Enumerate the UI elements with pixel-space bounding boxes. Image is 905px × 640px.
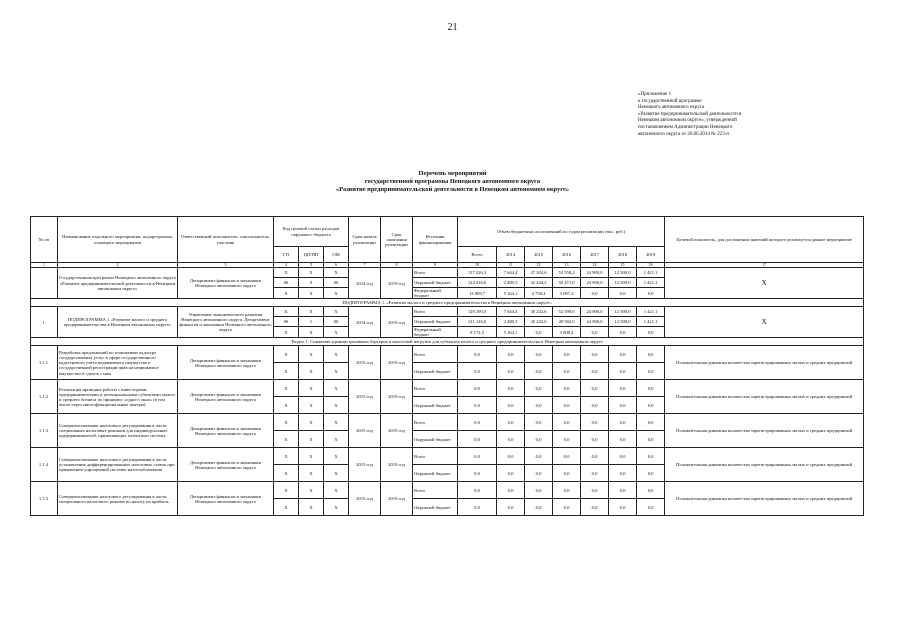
amount-cell: 0,0 bbox=[525, 327, 553, 338]
end-year: 2019 год bbox=[381, 268, 413, 299]
header-name: Наименование отдельного мероприятия, подпрограммы, основного мероприятия bbox=[58, 217, 178, 263]
executor-name: Департамент финансов и экономики Ненецкого автономного округа bbox=[178, 380, 274, 414]
amount-cell: 0,0 bbox=[609, 288, 637, 299]
amount-cell: 0,0 bbox=[553, 414, 581, 431]
start-year: 2015 год bbox=[349, 482, 381, 516]
code-gp: 06 bbox=[274, 317, 299, 327]
appendix-line: к государственной программе bbox=[638, 98, 702, 104]
amount-cell: 0,0 bbox=[553, 397, 581, 414]
amount-cell: 0,0 bbox=[637, 346, 665, 363]
amount-cell: 0,0 bbox=[497, 431, 525, 448]
row-number: 1. bbox=[31, 307, 58, 338]
table-row bbox=[31, 380, 864, 397]
amount-cell: 0,0 bbox=[525, 363, 553, 380]
amount-cell: 0,0 bbox=[609, 414, 637, 431]
amount-cell: 0,0 bbox=[458, 465, 497, 482]
header-code-group: Код целевой статьи расходов окружного бюджета bbox=[274, 217, 349, 247]
amount-cell: 124 216,6 bbox=[458, 278, 497, 288]
amount-cell: 24 900,0 bbox=[581, 307, 609, 317]
funding-source: Окружной бюджет bbox=[413, 278, 458, 288]
amount-cell: 0,0 bbox=[497, 397, 525, 414]
column-number-cell: 2 bbox=[58, 263, 178, 268]
code-cp: Х bbox=[299, 346, 324, 363]
column-number-cell: 7 bbox=[349, 263, 381, 268]
appendix-note bbox=[638, 92, 868, 138]
target-indicator: Х bbox=[665, 307, 864, 338]
funding-source: Всего bbox=[413, 346, 458, 363]
funding-source: Окружной бюджет bbox=[413, 317, 458, 327]
amount-cell: 0,0 bbox=[458, 431, 497, 448]
amount-cell: 0,0 bbox=[637, 397, 665, 414]
code-om: Х bbox=[324, 327, 349, 338]
document-heading bbox=[0, 170, 905, 193]
appendix-line: автономного округа от 26.06.2014 № 223-п bbox=[638, 131, 730, 137]
start-year: 2014 год bbox=[349, 268, 381, 299]
amount-cell: 0,0 bbox=[609, 499, 637, 516]
appendix-line: постановлением Администрации Ненецкого bbox=[638, 124, 733, 130]
amount-cell: 0,0 bbox=[581, 499, 609, 516]
amount-cell: 0,0 bbox=[525, 346, 553, 363]
amount-cell: 137 226,3 bbox=[458, 268, 497, 278]
amount-cell: 0,0 bbox=[637, 363, 665, 380]
amount-cell: 0,0 bbox=[637, 448, 665, 465]
code-gp: Х bbox=[274, 363, 299, 380]
start-year: 2015 год bbox=[349, 380, 381, 414]
amount-cell: 24 900,0 bbox=[581, 317, 609, 327]
executor-name: Управление экономического развития Ненецкого автономного округа, Департамент финансов и экономики Ненецкого автономного округа bbox=[178, 307, 274, 338]
target-indicator: Положительная динамика количества зарегистрированных малых и средних предприятий bbox=[665, 482, 864, 516]
header-end: Срок окончания реализации bbox=[381, 217, 413, 263]
amount-cell: 0,0 bbox=[553, 346, 581, 363]
measure-name: Государственная программа Ненецкого автономного округа «Развитие предпринимательской деятельности в Ненецком автономном округе» bbox=[58, 268, 178, 299]
amount-cell: 12 500,0 bbox=[609, 278, 637, 288]
start-year: 2014 год bbox=[349, 307, 381, 338]
row-number: 1.1.2. bbox=[31, 380, 58, 414]
amount-cell: 0,0 bbox=[553, 431, 581, 448]
amount-cell: 0,0 bbox=[458, 363, 497, 380]
executor-name: Департамент финансов и экономики Ненецкого автономного округа bbox=[178, 448, 274, 482]
amount-cell: 0,0 bbox=[497, 499, 525, 516]
code-om: Х bbox=[324, 307, 349, 317]
heading-line-2: государственной программы Ненецкого автономного округа bbox=[364, 177, 541, 185]
amount-cell: 50 471,0 bbox=[553, 278, 581, 288]
amount-cell: 0,0 bbox=[609, 327, 637, 338]
amount-cell: 12 500,0 bbox=[609, 317, 637, 327]
target-indicator: Положительная динамика количества зарегистрированных малых и средних предприятий bbox=[665, 346, 864, 380]
header-om: ОМ bbox=[324, 247, 349, 263]
amount-cell: 1 421,1 bbox=[637, 317, 665, 327]
funding-source: Всего bbox=[413, 268, 458, 278]
amount-cell: 0,0 bbox=[637, 499, 665, 516]
subprogram-title: ПОДПРОГРАММА 1. «Развитие малого и среднего предпринимательства в Ненецком автономном округе» bbox=[31, 299, 864, 307]
header-gp: ГП bbox=[274, 247, 299, 263]
amount-cell: 5 164,1 bbox=[497, 288, 525, 299]
amount-cell: 0,0 bbox=[458, 380, 497, 397]
amount-cell: 0,0 bbox=[553, 363, 581, 380]
amount-cell: 0,0 bbox=[609, 431, 637, 448]
amount-cell: 5 164,1 bbox=[497, 327, 525, 338]
code-cp: 0 bbox=[299, 278, 324, 288]
code-cp: Х bbox=[299, 363, 324, 380]
amount-cell: 0,0 bbox=[637, 414, 665, 431]
code-gp: Х bbox=[274, 465, 299, 482]
code-cp: Х bbox=[299, 380, 324, 397]
code-gp: Х bbox=[274, 307, 299, 317]
code-om: Х bbox=[324, 482, 349, 499]
code-gp: Х bbox=[274, 327, 299, 338]
amount-cell: 3 087,2 bbox=[553, 288, 581, 299]
amount-cell: 0,0 bbox=[525, 414, 553, 431]
amount-cell: 37 202,6 bbox=[525, 268, 553, 278]
amount-cell: 0,0 bbox=[637, 482, 665, 499]
amount-cell: 0,0 bbox=[609, 397, 637, 414]
amount-cell: 121 126,0 bbox=[458, 317, 497, 327]
header-2017: 2017 bbox=[581, 247, 609, 263]
code-gp: Х bbox=[274, 346, 299, 363]
measure-name: ПОДПРОГРАММА 1 «Развитие малого и среднего предпринимательства в Ненецком автономном округе» bbox=[58, 307, 178, 338]
code-cp: Х bbox=[299, 288, 324, 299]
column-number-cell: 16 bbox=[637, 263, 665, 268]
amount-cell: 0,0 bbox=[637, 327, 665, 338]
target-indicator: Положительная динамика количества зарегистрированных малых и средних предприятий bbox=[665, 380, 864, 414]
amount-cell: 0,0 bbox=[525, 397, 553, 414]
column-number-cell: 15 bbox=[609, 263, 637, 268]
amount-cell: 0,0 bbox=[553, 380, 581, 397]
amount-cell: 7 644,4 bbox=[497, 307, 525, 317]
end-year: 2019 год bbox=[381, 414, 413, 448]
code-cp: Х bbox=[299, 499, 324, 516]
column-number-cell: 17 bbox=[665, 263, 864, 268]
code-om: Х bbox=[324, 448, 349, 465]
amount-cell: 0,0 bbox=[458, 448, 497, 465]
amount-cell: 0,0 bbox=[497, 346, 525, 363]
amount-cell: 0,0 bbox=[581, 346, 609, 363]
column-number-cell: 14 bbox=[581, 263, 609, 268]
amount-cell: 13 009,7 bbox=[458, 288, 497, 299]
code-gp: Х bbox=[274, 380, 299, 397]
amount-cell: 49 582,0 bbox=[553, 317, 581, 327]
start-year: 2015 год bbox=[349, 448, 381, 482]
column-number-cell: 8 bbox=[381, 263, 413, 268]
appendix-line: «Развитие предпринимательской деятельности в bbox=[638, 111, 742, 117]
amount-cell: 24 900,0 bbox=[581, 268, 609, 278]
column-number-cell: 5 bbox=[299, 263, 324, 268]
code-cp: Х bbox=[299, 431, 324, 448]
code-cp: Х bbox=[299, 307, 324, 317]
header-start: Срок начала реализации bbox=[349, 217, 381, 263]
section-row bbox=[31, 299, 864, 307]
amount-cell: 0,0 bbox=[609, 380, 637, 397]
end-year: 2019 год bbox=[381, 380, 413, 414]
code-om: 00 bbox=[324, 317, 349, 327]
code-om: Х bbox=[324, 363, 349, 380]
amount-cell: 0,0 bbox=[609, 448, 637, 465]
amount-cell: 32 444,2 bbox=[525, 278, 553, 288]
header-2015: 2015 bbox=[525, 247, 553, 263]
code-cp: Х bbox=[299, 482, 324, 499]
amount-cell: 0,0 bbox=[553, 465, 581, 482]
code-om: Х bbox=[324, 380, 349, 397]
row-number: 1.1.5. bbox=[31, 482, 58, 516]
amount-cell: 0,0 bbox=[609, 482, 637, 499]
amount-cell: 0,0 bbox=[497, 465, 525, 482]
header-2018: 2018 bbox=[609, 247, 637, 263]
column-number-cell: 4 bbox=[274, 263, 299, 268]
amount-cell: 30 242,6 bbox=[525, 307, 553, 317]
appendix-line: Ненецкого автономного округа bbox=[638, 105, 705, 111]
measure-name: Совершенствование налогового регулирования в части установления дифференцированных налоговых ставок при применении упрощенной системы налогообложения bbox=[58, 448, 178, 482]
target-indicator: Положительная динамика количества зарегистрированных малых и средних предприятий bbox=[665, 448, 864, 482]
row-number: 1.1.4. bbox=[31, 448, 58, 482]
start-year: 2015 год bbox=[349, 414, 381, 448]
funding-source: Окружной бюджет bbox=[413, 499, 458, 516]
executor-name: Департамент финансов и экономики Ненецкого автономного округа bbox=[178, 414, 274, 448]
funding-source: Всего bbox=[413, 448, 458, 465]
amount-cell: 0,0 bbox=[497, 363, 525, 380]
amount-cell: 3 008,4 bbox=[553, 327, 581, 338]
measure-name: Совершенствование налогового регулирования в части специального налогового режима по налогу на прибыль bbox=[58, 482, 178, 516]
appendix-line: «Приложение 1 bbox=[638, 92, 672, 97]
end-year: 2019 год bbox=[381, 448, 413, 482]
code-gp: 06 bbox=[274, 278, 299, 288]
measure-name: Совершенствование налогового регулирования в части специальных налоговых режимов для индивидуальных предпринимателей, применяющих патентную систему bbox=[58, 414, 178, 448]
amount-cell: 0,0 bbox=[458, 499, 497, 516]
target-indicator: Положительная динамика количества зарегистрированных малых и средних предприятий bbox=[665, 414, 864, 448]
code-cp: Х bbox=[299, 465, 324, 482]
amount-cell: 1 421,1 bbox=[637, 268, 665, 278]
measure-name: Реализация принципа работы с инвесторами, предпринимателями и потенциальными субъектами малого и среднего бизнеса по принципу «одного окна» (в том числе через многофункциональные центры) bbox=[58, 380, 178, 414]
row-number bbox=[31, 268, 58, 299]
page-number: 21 bbox=[447, 22, 458, 33]
start-year: 2015 год bbox=[349, 346, 381, 380]
amount-cell: 0,0 bbox=[458, 414, 497, 431]
amount-cell: 0,0 bbox=[458, 482, 497, 499]
header-target: Целевой показатель, для достижения значений которого реализуется данное мероприятие bbox=[665, 217, 864, 263]
code-gp: Х bbox=[274, 499, 299, 516]
amount-cell: 52 590,6 bbox=[553, 307, 581, 317]
funding-source: Всего bbox=[413, 482, 458, 499]
funding-source: Всего bbox=[413, 307, 458, 317]
code-cp: Х bbox=[299, 397, 324, 414]
table-row bbox=[31, 346, 864, 363]
amount-cell: 0,0 bbox=[581, 431, 609, 448]
end-year: 2019 год bbox=[381, 482, 413, 516]
code-cp: Х bbox=[299, 414, 324, 431]
column-number-cell: 9 bbox=[413, 263, 458, 268]
funding-source: Всего bbox=[413, 414, 458, 431]
code-cp: 1 bbox=[299, 317, 324, 327]
amount-cell: 1 421,1 bbox=[637, 307, 665, 317]
column-number-cell: 1 bbox=[31, 263, 58, 268]
amount-cell: 0,0 bbox=[553, 482, 581, 499]
code-cp: Х bbox=[299, 448, 324, 465]
amount-cell: 129 290,5 bbox=[458, 307, 497, 317]
column-number-cell: 12 bbox=[525, 263, 553, 268]
funding-source: Окружной бюджет bbox=[413, 363, 458, 380]
header-2014: 2014 bbox=[497, 247, 525, 263]
amount-cell: 0,0 bbox=[637, 288, 665, 299]
amount-cell: 7 644,4 bbox=[497, 268, 525, 278]
amount-cell: 0,0 bbox=[637, 465, 665, 482]
table-row bbox=[31, 414, 864, 431]
amount-cell: 0,0 bbox=[458, 397, 497, 414]
funding-source: Федеральный бюджет bbox=[413, 327, 458, 338]
amount-cell: 24 900,0 bbox=[581, 278, 609, 288]
table-row bbox=[31, 482, 864, 499]
code-om: 00 bbox=[324, 278, 349, 288]
amount-cell: 0,0 bbox=[637, 431, 665, 448]
code-om: Х bbox=[324, 499, 349, 516]
appendix-line: Ненецком автономном округе», утвержденной bbox=[638, 118, 737, 124]
amount-cell: 0,0 bbox=[497, 414, 525, 431]
amount-cell: 0,0 bbox=[581, 448, 609, 465]
funding-source: Окружной бюджет bbox=[413, 431, 458, 448]
amount-cell: 0,0 bbox=[525, 380, 553, 397]
amount-cell: 12 500,0 bbox=[609, 307, 637, 317]
amount-cell: 0,0 bbox=[581, 288, 609, 299]
executor-name: Департамент финансов и экономики Ненецкого автономного округа bbox=[178, 268, 274, 299]
amount-cell: 0,0 bbox=[581, 363, 609, 380]
column-number-cell: 11 bbox=[497, 263, 525, 268]
measure-name: Разработка предложений по понижению кадастра государственных услуг в сфере государственного кадастрового учета недвижимого имущества и государственной регистрации прав на недвижимое имущество и сделок с ним bbox=[58, 346, 178, 380]
amount-cell: 2 480,3 bbox=[497, 317, 525, 327]
amount-cell: 0,0 bbox=[553, 499, 581, 516]
header-source: Источник финансирования bbox=[413, 217, 458, 263]
amount-cell: 0,0 bbox=[581, 414, 609, 431]
code-gp: Х bbox=[274, 397, 299, 414]
amount-cell: 0,0 bbox=[581, 397, 609, 414]
amount-cell: 1 421,1 bbox=[637, 278, 665, 288]
amount-cell: 12 500,0 bbox=[609, 268, 637, 278]
code-cp: Х bbox=[299, 327, 324, 338]
code-gp: Х bbox=[274, 448, 299, 465]
amount-cell: 0,0 bbox=[581, 380, 609, 397]
code-gp: Х bbox=[274, 431, 299, 448]
column-number-cell: 13 bbox=[553, 263, 581, 268]
table-row bbox=[31, 448, 864, 465]
executor-name: Департамент финансов и экономики Ненецкого автономного округа bbox=[178, 482, 274, 516]
amount-cell: 0,0 bbox=[525, 431, 553, 448]
amount-cell: 0,0 bbox=[581, 482, 609, 499]
code-gp: Х bbox=[274, 268, 299, 278]
code-cp: Х bbox=[299, 268, 324, 278]
amount-cell: 0,0 bbox=[609, 465, 637, 482]
column-number-cell: 10 bbox=[458, 263, 497, 268]
measures-table bbox=[30, 216, 864, 516]
amount-cell: 8 172,5 bbox=[458, 327, 497, 338]
column-number-cell: 3 bbox=[178, 263, 274, 268]
amount-cell: 0,0 bbox=[525, 482, 553, 499]
code-om: Х bbox=[324, 346, 349, 363]
code-om: Х bbox=[324, 397, 349, 414]
header-executor: Ответственный исполнитель, соисполнитель, участник bbox=[178, 217, 274, 263]
amount-cell: 0,0 bbox=[525, 465, 553, 482]
section-row bbox=[31, 338, 864, 346]
table-row bbox=[31, 268, 864, 278]
header-2016: 2016 bbox=[553, 247, 581, 263]
header-num: № пп bbox=[31, 217, 58, 263]
end-year: 2019 год bbox=[381, 307, 413, 338]
funding-source: Федеральный бюджет bbox=[413, 288, 458, 299]
amount-cell: 0,0 bbox=[581, 465, 609, 482]
amount-cell: 0,0 bbox=[497, 380, 525, 397]
amount-cell: 0,0 bbox=[497, 482, 525, 499]
column-number-cell: 6 bbox=[324, 263, 349, 268]
header-2019: 2019 bbox=[637, 247, 665, 263]
amount-cell: 30 242,6 bbox=[525, 317, 553, 327]
target-indicator: Х bbox=[665, 268, 864, 299]
amount-cell: 0,0 bbox=[553, 448, 581, 465]
table-row bbox=[31, 307, 864, 317]
funding-source: Окружной бюджет bbox=[413, 465, 458, 482]
code-om: Х bbox=[324, 268, 349, 278]
amount-cell: 0,0 bbox=[609, 346, 637, 363]
amount-cell: 53 558,2 bbox=[553, 268, 581, 278]
amount-cell: 2 480,3 bbox=[497, 278, 525, 288]
amount-cell: 0,0 bbox=[525, 448, 553, 465]
amount-cell: 0,0 bbox=[458, 346, 497, 363]
amount-cell: 0,0 bbox=[525, 499, 553, 516]
code-om: Х bbox=[324, 465, 349, 482]
amount-cell: 4 758,4 bbox=[525, 288, 553, 299]
amount-cell: 0,0 bbox=[609, 363, 637, 380]
header-volume-group: Объем бюджетных ассигнований по годам реализации (тыс. руб.) bbox=[458, 217, 665, 247]
header-cp: ЦП/ПП bbox=[299, 247, 324, 263]
heading-line-3: «Развитие предпринимательской деятельности в Ненецком автономном округе» bbox=[335, 185, 570, 193]
executor-name: Департамент финансов и экономики Ненецкого автономного округа bbox=[178, 346, 274, 380]
row-number: 1.1.3. bbox=[31, 414, 58, 448]
section-title: Раздел 1. Снижение административных барьеров и налоговой нагрузки для субъектов малого и среднего предпринимательства в Ненецком автономном округе bbox=[31, 338, 864, 346]
code-gp: Х bbox=[274, 482, 299, 499]
code-gp: Х bbox=[274, 288, 299, 299]
amount-cell: 0,0 bbox=[497, 448, 525, 465]
end-year: 2019 год bbox=[381, 346, 413, 380]
code-gp: Х bbox=[274, 414, 299, 431]
heading-line-1: Перечень мероприятий bbox=[418, 170, 487, 177]
code-om: Х bbox=[324, 288, 349, 299]
amount-cell: 0,0 bbox=[637, 380, 665, 397]
header-total: Всего bbox=[458, 247, 497, 263]
row-number: 1.1.1. bbox=[31, 346, 58, 380]
code-om: Х bbox=[324, 431, 349, 448]
funding-source: Всего bbox=[413, 380, 458, 397]
amount-cell: 0,0 bbox=[581, 327, 609, 338]
funding-source: Окружной бюджет bbox=[413, 397, 458, 414]
code-om: Х bbox=[324, 414, 349, 431]
